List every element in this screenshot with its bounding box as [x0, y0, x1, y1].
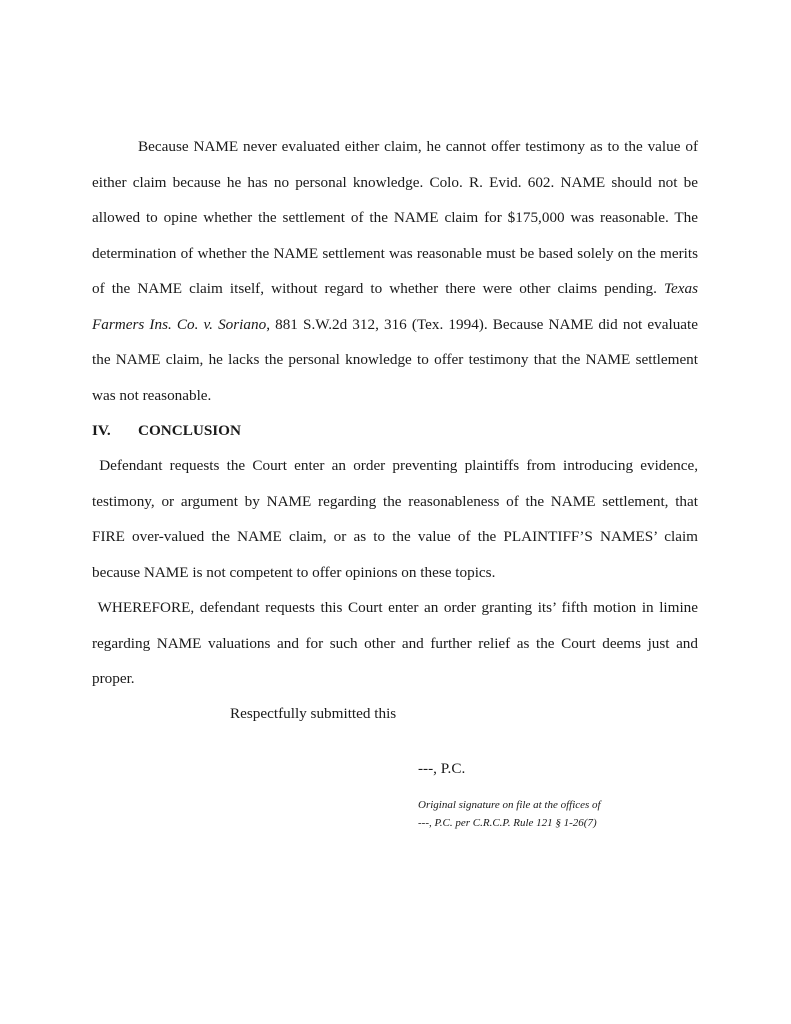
submitted-line: Respectfully submitted this — [230, 705, 397, 722]
wherefore-paragraph: WHEREFORE, defendant requests this Court enter an order granting its’ fifth motion in limine regarding NAME valuations and for such other and further relief as the Court deems just and proper. — [92, 599, 702, 687]
firm-name: ---, P.C. — [418, 760, 466, 777]
argument-text-end: , 881 S.W.2d 312, 316 (Tex. 1994). Because NAME did not evaluate the NAME claim, he lacks the personal knowledge to offer testimony that the NAME settlement was not reasonable. — [92, 315, 698, 404]
case-citation-name: Texas Farmers Ins. Co. v. Soriano — [92, 280, 698, 333]
section-title: CONCLUSION — [138, 422, 241, 439]
section-heading — [92, 413, 241, 449]
argument-paragraph — [92, 129, 698, 413]
signature-note-line-1: Original signature on file at the offices of — [418, 799, 601, 811]
signature-note-line-2: ---, P.C. per C.R.C.P. Rule 121 § 1-26(7) — [418, 817, 597, 829]
signature-note — [418, 796, 601, 832]
section-number: IV. — [92, 422, 111, 439]
argument-text-start: Because NAME never evaluated either claim, he cannot offer testimony as to the value of either claim because he has no personal knowledge. Colo. R. Evid. 602. NAME should not be allowed to opine whether the settlement of the NAME claim for $175,000 was reasonable. The determination of whether the NAME settlement was reasonable must be based solely on the merits of the NAME claim itself, without regard to whether there were other claims pending. — [92, 138, 698, 297]
conclusion-paragraph: Defendant requests the Court enter an order preventing plaintiffs from introducing evidence, testimony, or argument by NAME regarding the reasonableness of the NAME settlement, that FIRE over-valued the NAME claim, or as to the value of the PLAINTIFF’S NAMES’ claim because NAME is not competent to offer opinions on these topics. — [92, 457, 702, 581]
